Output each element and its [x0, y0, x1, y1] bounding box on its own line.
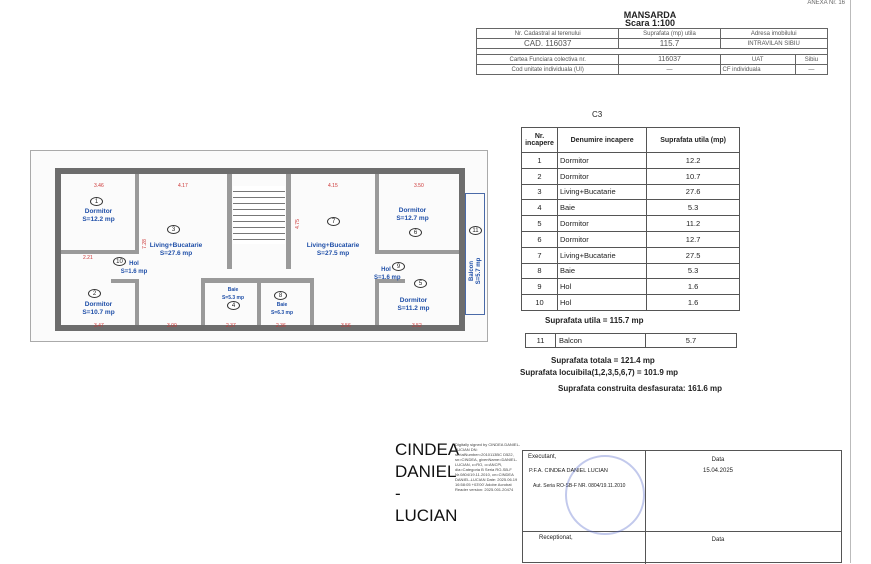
room-9-label	[374, 266, 401, 282]
room-number: 7	[327, 217, 340, 226]
date-label: Data	[711, 537, 725, 543]
room-number: 1	[90, 197, 103, 206]
table-cell: Hol	[558, 295, 647, 311]
room-number: 6	[409, 228, 422, 237]
table-cell: 1.6	[647, 295, 740, 311]
level-title: MANSARDA	[623, 10, 677, 20]
table-row	[522, 247, 740, 263]
room-area: S=12.7 mp	[396, 215, 429, 222]
balcony-nr: 11	[526, 334, 556, 348]
table-row	[522, 295, 740, 311]
table-cell: 6	[522, 231, 558, 247]
room-5-label	[386, 297, 441, 313]
table-cell: 10	[522, 295, 558, 311]
room-number: 3	[167, 225, 180, 234]
room-area: S=5.3 mp	[221, 295, 245, 301]
ui-value: —	[619, 65, 720, 75]
room-number: 10	[113, 257, 126, 266]
dimension: 4.17	[178, 183, 188, 189]
table-row	[522, 168, 740, 184]
table-cell: 11.2	[647, 216, 740, 232]
page-edge	[850, 0, 851, 563]
room-name: Living+Bucatarie	[149, 242, 203, 249]
room-name: Living+Bucatarie	[306, 242, 360, 249]
dimension: 2.36	[276, 323, 286, 329]
table-cell: 9	[522, 279, 558, 295]
ui-label: Cod unitate individuala (UI)	[477, 65, 619, 75]
room-area: S=10.7 mp	[82, 309, 115, 316]
inner-wall	[201, 283, 205, 325]
room-3-label	[146, 242, 206, 258]
table-cell: Baie	[558, 263, 647, 279]
dimension: 3.00	[167, 323, 177, 329]
table-cell: 4	[522, 200, 558, 216]
table-cell: Living+Bucatarie	[558, 247, 647, 263]
room-name: Hol	[129, 261, 139, 267]
cf-value: 116037	[619, 55, 720, 65]
balcony-area: 5.7	[646, 334, 737, 348]
dimension: 3.46	[94, 183, 104, 189]
table-cell: 3	[522, 184, 558, 200]
room-area: S=6.3 mp	[270, 310, 294, 316]
util-total: Suprafata utila = 115.7 mp	[545, 316, 644, 325]
room-name: Dormitor	[399, 297, 428, 304]
table-row	[522, 153, 740, 169]
wall-south	[55, 325, 465, 331]
room-2-label	[71, 301, 126, 317]
dimension: 4.15	[328, 183, 338, 189]
room-4-label	[213, 286, 253, 302]
room-area: S=11.2 mp	[397, 305, 430, 312]
table-cell: 1	[522, 153, 558, 169]
dimension: 3.56	[341, 323, 351, 329]
table-row	[522, 200, 740, 216]
building-code: C3	[592, 110, 603, 119]
executant-name: P.F.A. CINDEA DANIEL LUCIAN	[529, 468, 608, 474]
table-cell: 10.7	[647, 168, 740, 184]
room-area: S=27.6 mp	[159, 250, 193, 257]
inner-wall	[61, 250, 139, 254]
room-name: Baie	[276, 302, 288, 308]
inner-wall	[286, 174, 291, 269]
table-cell: Living+Bucatarie	[558, 184, 647, 200]
stamp	[565, 455, 645, 535]
col-name: Denumire incapere	[558, 128, 647, 153]
dimension: 2.37	[226, 323, 236, 329]
living-area: Suprafata locuibila(1,2,3,5,6,7) = 101.9 mp	[520, 368, 679, 377]
dimension: 3.52	[412, 323, 422, 329]
divider	[523, 531, 841, 532]
table-cell: Dormitor	[558, 168, 647, 184]
table-cell: Dormitor	[558, 216, 647, 232]
cf-label: Cartea Funciara colectiva nr.	[477, 55, 619, 65]
dimension: 3.47	[94, 323, 104, 329]
signature-name: DANIEL	[395, 462, 457, 481]
balcony-name: Balcon	[556, 334, 646, 348]
inner-wall	[310, 283, 314, 325]
address-value: INTRAVILAN SIBIU	[720, 39, 827, 49]
room-area: S=1.6 mp	[374, 275, 401, 281]
inner-wall	[375, 250, 459, 254]
room-area: S=27.5 mp	[316, 250, 350, 257]
table-cell: 27.5	[647, 247, 740, 263]
rooms-table	[521, 127, 740, 311]
room-7-label	[303, 242, 363, 258]
uat-value: Sibiu	[795, 55, 827, 65]
col-area: Suprafata utila (mp)	[647, 128, 740, 153]
cad-value: CAD. 116037	[477, 39, 619, 49]
room-number: 5	[414, 279, 427, 288]
annex-label: ANEXA Nr. 16	[807, 0, 845, 6]
area-value: 115.7	[619, 39, 720, 49]
inner-wall	[227, 174, 232, 269]
inner-wall	[375, 279, 379, 325]
scale-label: Scara 1:100	[624, 18, 676, 28]
room-name: Balcon	[469, 261, 475, 282]
address-label: Adresa imobilului	[720, 29, 827, 39]
plan-title	[560, 11, 740, 27]
date-value: 15.04.2025	[702, 468, 734, 474]
inner-wall	[135, 174, 139, 254]
uat-label: UAT	[720, 55, 795, 65]
executant-label: Executant,	[528, 454, 557, 460]
floor-plan	[30, 150, 488, 342]
room-10-label	[119, 260, 149, 276]
wall-north	[55, 168, 465, 174]
table-cell: 5.3	[647, 263, 740, 279]
table-cell: Dormitor	[558, 231, 647, 247]
cfi-value: —	[795, 65, 827, 75]
room-area: S=1.6 mp	[120, 269, 148, 275]
table-cell: 27.6	[647, 184, 740, 200]
table-cell: 5.3	[647, 200, 740, 216]
table-cell: 8	[522, 263, 558, 279]
table-cell: 5	[522, 216, 558, 232]
dimension: 4.75	[294, 219, 301, 229]
room-name: Hol	[381, 267, 391, 273]
room-name: Baie	[227, 287, 239, 293]
room-6-label	[385, 207, 440, 223]
date-label: Data	[711, 457, 725, 463]
room-area: S=12.2 mp	[82, 216, 115, 223]
table-cell: 2	[522, 168, 558, 184]
table-cell: Dormitor	[558, 153, 647, 169]
cad-label: Nr. Cadastral al terenului	[477, 29, 619, 39]
executant-authorization: Aut. Seria RO-SB-F NR. 0804/19.11.2010	[533, 483, 626, 489]
divider	[645, 451, 646, 564]
room-name: Dormitor	[84, 208, 113, 215]
table-row	[522, 263, 740, 279]
room-11-label	[469, 246, 483, 296]
table-row	[522, 231, 740, 247]
room-area: S=5.7 mp	[476, 257, 482, 285]
room-number: 2	[88, 289, 101, 298]
inner-wall	[135, 279, 139, 325]
table-cell: 7	[522, 247, 558, 263]
table-cell: Baie	[558, 200, 647, 216]
room-number: 8	[274, 291, 287, 300]
room-name: Dormitor	[84, 301, 113, 308]
dimension: 7.28	[141, 239, 148, 249]
area-label: Suprafata (mp) utila	[619, 29, 720, 39]
signature-name: LUCIAN	[395, 506, 458, 525]
col-nr: Nr. incapere	[522, 128, 558, 153]
table-row	[522, 216, 740, 232]
balcony-table	[525, 333, 737, 348]
room-name: Dormitor	[398, 207, 427, 214]
digital-signature-details: Digitally signed by CINDEA DANIEL-LUCIAN DN: serialNumber=2010113BC D522, sn=CINDEA, givenName=DANIEL-LUCIAN, c=RO, o=ANCPI, dia=Categoria B Seria RO-SB-F Nr.0804/19.11.2010, cn=CINDEA DANIEL-LUCIAN Date: 2025.06.19 16:58:05 +03'00' Adobe Acrobat Reader version: 2025.001.20474	[455, 442, 521, 492]
room-number: 9	[392, 262, 405, 271]
dimension: 3.50	[414, 183, 424, 189]
total-area: Suprafata totala = 121.4 mp	[551, 356, 655, 365]
table-cell: 12.7	[647, 231, 740, 247]
table-cell: 1.6	[647, 279, 740, 295]
signature-name: CINDEA	[395, 440, 460, 459]
property-table	[476, 28, 828, 75]
table-row	[522, 184, 740, 200]
room-number: 4	[227, 301, 240, 310]
room-number: 11	[469, 226, 482, 235]
room-8-label	[261, 301, 303, 317]
inner-wall	[375, 174, 379, 252]
receptionat-label: Receptionat,	[539, 535, 573, 541]
dimension: 2.21	[83, 255, 93, 261]
staircase	[233, 186, 285, 244]
table-cell: 12.2	[647, 153, 740, 169]
table-cell: Hol	[558, 279, 647, 295]
signature-name: -	[395, 484, 401, 503]
cfi-label: CF individuala	[720, 65, 795, 75]
table-row	[522, 279, 740, 295]
built-area: Suprafata construita desfasurata: 161.6 mp	[558, 384, 723, 393]
room-1-label	[71, 208, 126, 224]
